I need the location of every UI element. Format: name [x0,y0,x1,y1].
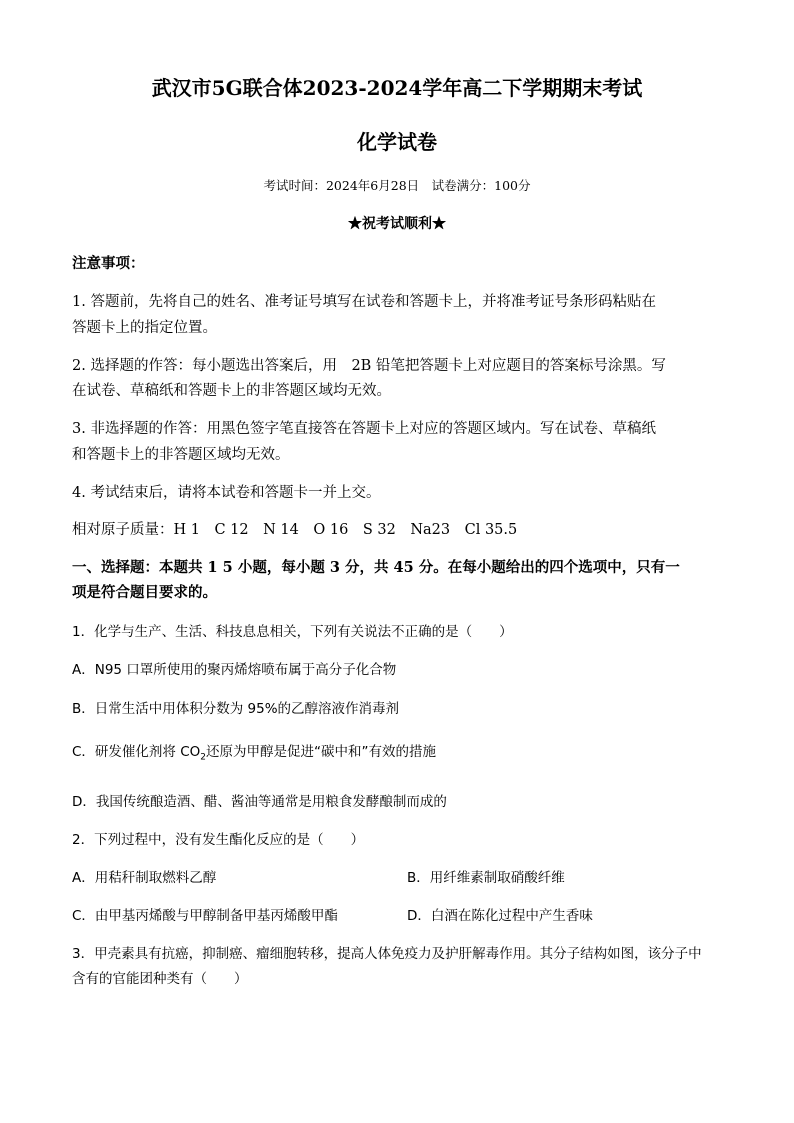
note-3-line-1: 3. 非选择题的作答：用黑色签字笔直接答在答题卡上对应的答题区域内。写在试卷、草稿纸 [72,421,656,437]
note-3-line-2: 和答题卡上的非答题区域均无效。 [72,447,290,463]
question-1-option-a: A．N95 口罩所使用的聚丙烯熔喷布属于高分子化合物 [72,662,397,678]
exam-title: 武汉市5G联合体2023-2024学年高二下学期期末考试 [151,76,643,100]
good-luck-wish: ★祝考试顺利★ [348,216,446,232]
question-2-option-a: A．用秸秆制取燃料乙醇 [72,870,217,886]
question-2-stem: 2．下列过程中，没有发生酯化反应的是（ ） [72,832,365,848]
question-1-option-c [72,740,436,763]
note-1-line-1: 1. 答题前，先将自己的姓名、准考证号填写在试卷和答题卡上，并将准考证号条形码粘贴在 [72,294,656,310]
section-1-heading-line-1: 一、选择题：本题共 1 5 小题，每小题 3 分，共 45 分。在每小题给出的四个选项中，只有一 [72,559,680,576]
note-2-line-1: 2. 选择题的作答：每小题选出答案后，用 2B 铅笔把答题卡上对应题目的答案标号涂黑。写 [72,358,666,374]
question-1-stem: 1．化学与生产、生活、科技息息相关，下列有关说法不正确的是（ ） [72,624,513,640]
question-1-option-d: D．我国传统酿造酒、醋、酱油等通常是用粮食发酵酿制而成的 [72,794,447,810]
question-2-option-d: D．白酒在陈化过程中产生香味 [407,908,593,924]
question-3-stem-line-2: 含有的官能团种类有（ ） [72,971,248,987]
note-2-line-2: 在试卷、草稿纸和答题卡上的非答题区域均无效。 [72,383,391,399]
co2-subscript: 2 [200,752,207,763]
question-1-option-b: B．日常生活中用体积分数为 95%的乙醇溶液作消毒剂 [72,701,400,717]
exam-subtitle: 化学试卷 [357,130,437,154]
exam-info: 考试时间：2024年6月28日 试卷满分：100分 [263,178,531,193]
section-1-heading-line-2: 项是符合题目要求的。 [72,584,217,601]
question-2-option-c: C．由甲基丙烯酸与甲醇制备甲基丙烯酸甲酯 [72,908,338,924]
question-2-option-b: B．用纤维素制取硝酸纤维 [407,870,565,886]
note-1-line-2: 答题卡上的指定位置。 [72,320,217,336]
notes-heading: 注意事项： [72,255,145,272]
question-3-stem-line-1: 3．甲壳素具有抗癌，抑制癌、瘤细胞转移，提高人体免疫力及护肝解毒作用。其分子结构如图，该分子中 [72,946,702,962]
option-c-text-end: 还原为甲醇是促进“碳中和”有效的措施 [206,744,437,760]
atomic-mass-list: 相对原子质量：H 1 C 12 N 14 O 16 S 32 Na23 Cl 35.5 [72,522,518,538]
option-c-text-start: C．研发催化剂将 CO [72,744,201,760]
note-4: 4. 考试结束后，请将本试卷和答题卡一并上交。 [72,485,381,501]
